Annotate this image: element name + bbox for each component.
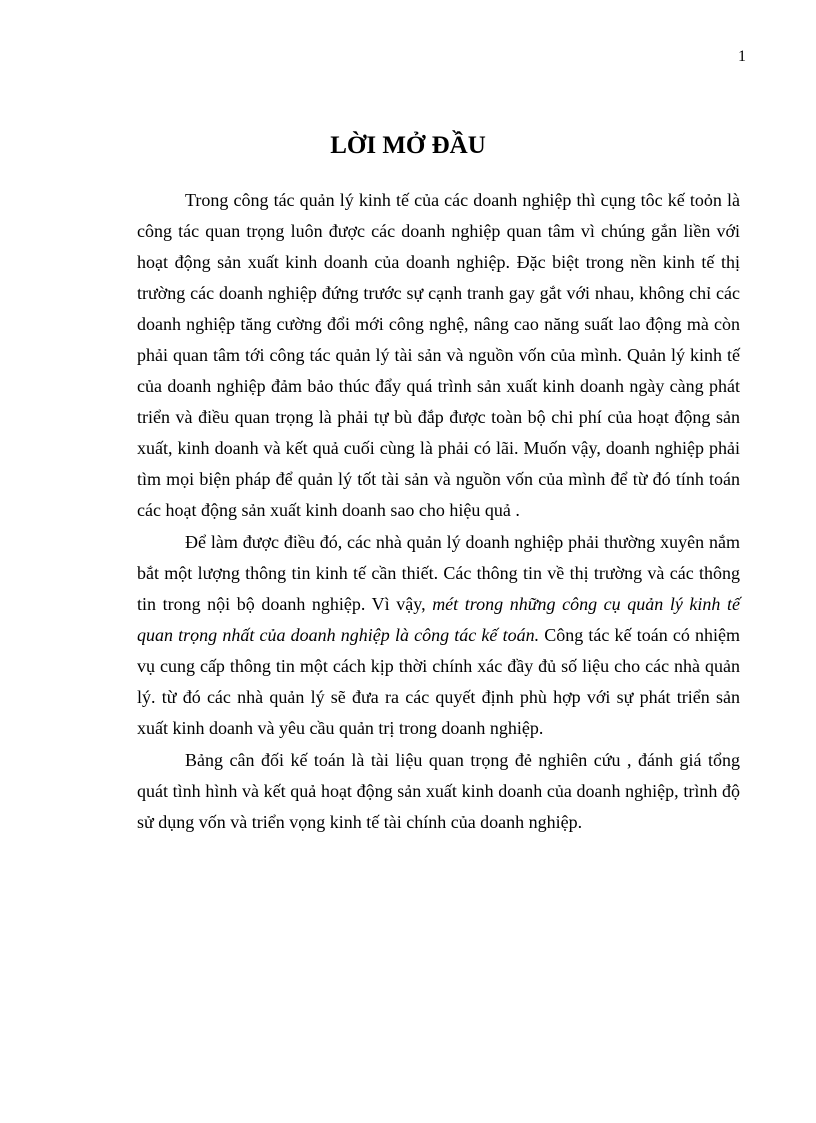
paragraph-text: Công tác kế toán có nhiệm vụ cung cấp thông tin một cách kịp thời chính xác đầy đủ số liệu cho các nhà quản lý. từ đó các nhà quản lý sẽ đưa ra các quyết định phù hợp với sự phát triển sản xuất kinh doanh và yêu cầu quản trị trong doanh nghiệp. xyxy=(137,625,740,738)
paragraph-text: Để làm được điều đó, các nhà quản lý doanh nghiệp phải thường xuyên nắm bắt một lượng thông tin kinh tế cần thiết. Các thông tin về thị trường và các thông tin trong nội bộ doanh nghiệp. Vì vậy, xyxy=(137,532,740,614)
paragraph-intro: Trong công tác quản lý kinh tế của các doanh nghiệp thì cụng tôc kế toỏn là công tác quan trọng luôn được các doanh nghiệp quan tâm vì chúng gắn liền với hoạt động sản xuất kinh doanh của doanh nghiệp. Đặc biệt trong nền kinh tế thị trường các doanh nghiệp đứng trước sự cạnh tranh gay gắt với nhau, không chỉ các doanh nghiệp tăng cường đổi mới công nghệ, nâng cao năng suất lao động mà còn phải quan tâm tới công tác quản lý tài sản và nguồn vốn của mình. Quản lý kinh tế của doanh nghiệp đảm bảo thúc đẩy quá trình sản xuất kinh doanh ngày càng phát triển và điều quan trọng là phải tự bù đắp được toàn bộ chi phí của hoạt động sản xuất, kinh doanh và kết quả cuối cùng là phải có lãi. Muốn vậy, doanh nghiệp phải tìm mọi biện pháp để quản lý tốt tài sản và nguồn vốn của mình để từ đó tính toán các hoạt động sản xuất kinh doanh sao cho hiệu quả . xyxy=(137,190,740,520)
page-number: 1 xyxy=(738,48,746,65)
paragraph-balance-sheet: Bảng cân đối kế toán là tài liệu quan trọng đẻ nghiên cứu , đánh giá tổng quát tình hình và kết quả hoạt động sản xuất kinh doanh của doanh nghiệp, trình độ sử dụng vốn và triển vọng kinh tế tài chính của doanh nghiệp. xyxy=(137,750,740,832)
paragraph-emphasis: mét trong những công cụ quản lý kinh tế quan trọng nhất của doanh nghiệp là công tác kế toán. xyxy=(137,594,740,645)
document-body xyxy=(137,185,740,839)
document-title: LỜI MỞ ĐẦU xyxy=(330,132,486,159)
paragraph-accounting-role xyxy=(137,527,740,744)
